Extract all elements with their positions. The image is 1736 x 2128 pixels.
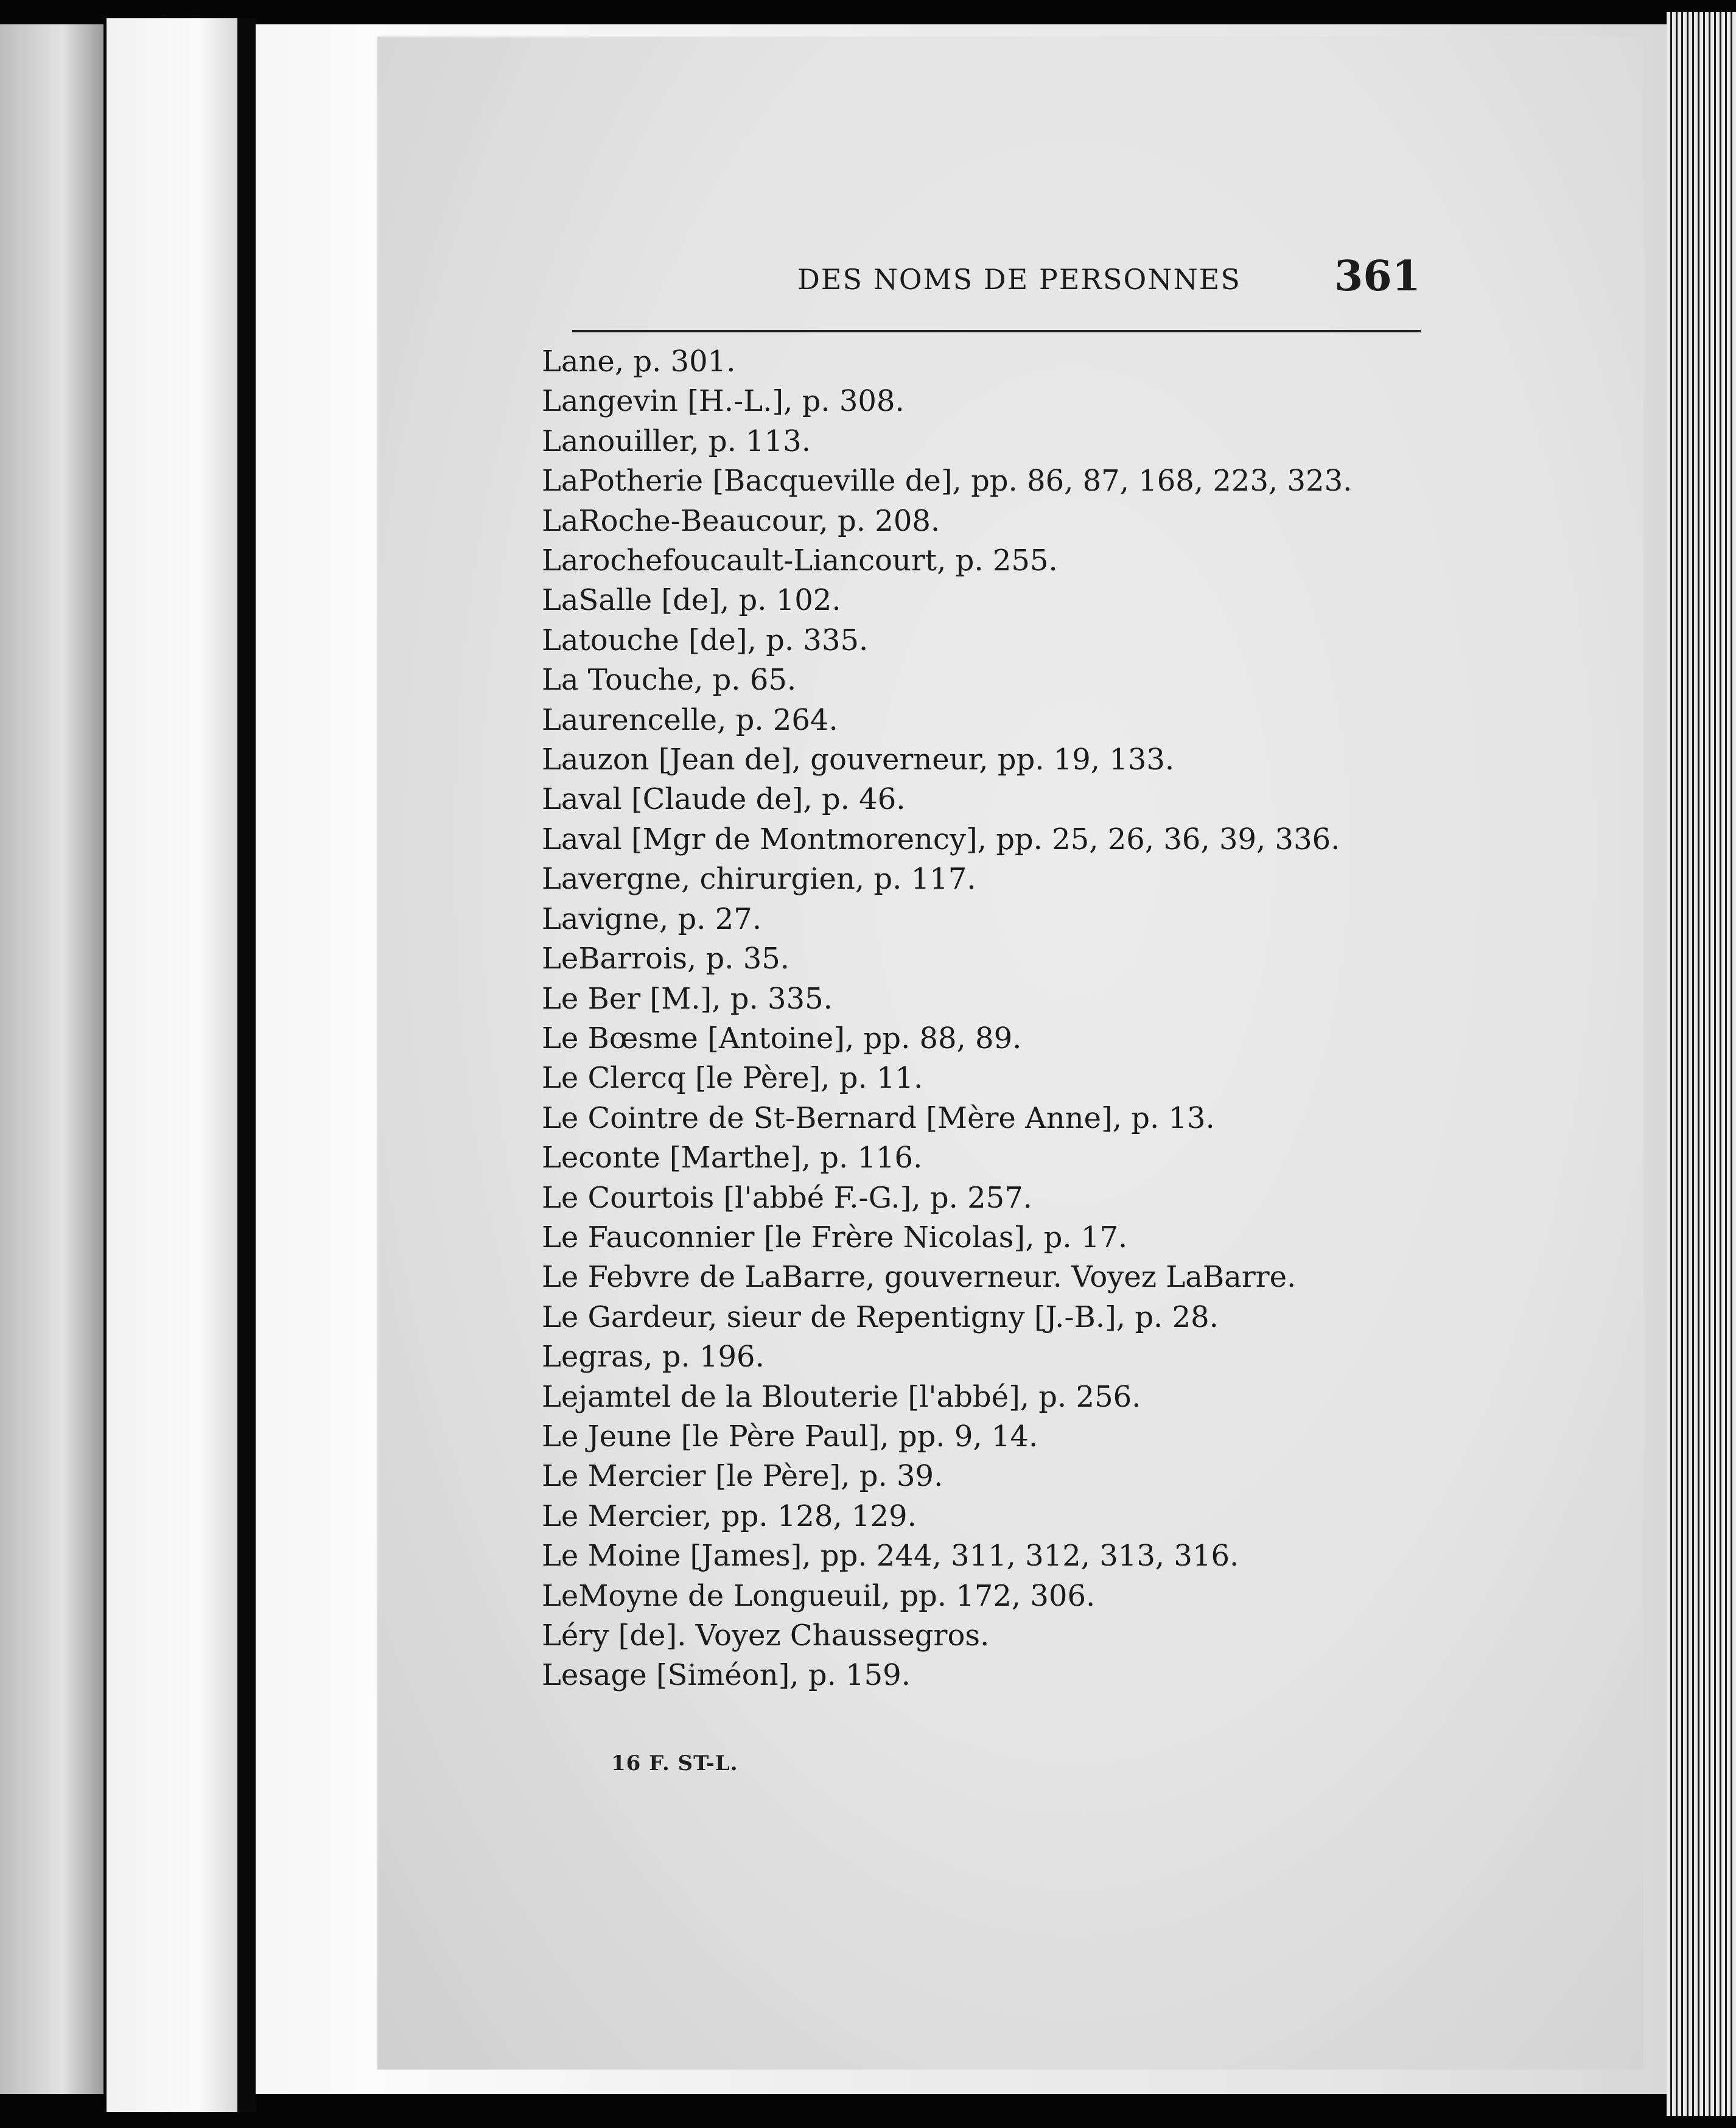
book-spine [239,18,257,2112]
index-entry: Le Mercier [le Père], p. 39. [542,1459,943,1494]
index-entry: Le Gardeur, sieur de Repentigny [J.-B.], p. 28. [542,1300,1219,1334]
index-entry: LaSalle [de], p. 102. [542,583,841,618]
index-entry: Laval [Claude de], p. 46. [542,782,906,817]
index-entry: La Touche, p. 65. [542,663,797,698]
index-entry: Le Mercier, pp. 128, 129. [542,1499,917,1533]
index-entry: Le Clercq [le Père], p. 11. [542,1061,923,1096]
index-entry: Langevin [H.-L.], p. 308. [542,384,905,419]
index-entry: Lavigne, p. 27. [542,901,762,936]
index-entry: Laurencelle, p. 264. [542,702,838,737]
index-entry: Latouche [de], p. 335. [542,623,869,657]
left-gutter [107,18,237,2112]
index-entry: Le Fauconnier [le Frère Nicolas], p. 17. [542,1220,1128,1255]
index-entries [542,342,1352,1696]
index-entry: Laval [Mgr de Montmorency], pp. 25, 26, 36, 39, 336. [542,822,1340,856]
index-entry: LeMoyne de Longueuil, pp. 172, 306. [542,1578,1096,1613]
index-entry: Lesage [Siméon], p. 159. [542,1658,911,1693]
index-entry: Le Cointre de St-Bernard [Mère Anne], p. 13. [542,1101,1215,1135]
index-entry: Le Moine [James], pp. 244, 311, 312, 313, 316. [542,1539,1239,1573]
index-entry: Lane, p. 301. [542,345,736,379]
index-entry: LaRoche-Beaucour, p. 208. [542,503,940,538]
index-entry: Larochefoucault-Liancourt, p. 255. [542,544,1058,578]
index-entry: Le Ber [M.], p. 335. [542,981,833,1016]
index-entry: Legras, p. 196. [542,1340,765,1374]
index-entry: Lavergne, chirurgien, p. 117. [542,862,976,897]
page-number: 361 [1334,252,1421,301]
index-entry: LeBarrois, p. 35. [542,942,790,976]
index-entry: Lauzon [Jean de], gouverneur, pp. 19, 133. [542,743,1175,777]
printer-signature-mark: 16 F. ST-L. [611,1751,738,1776]
running-head: DES NOMS DE PERSONNES [797,263,1241,296]
index-entry: Le Jeune [le Père Paul], pp. 9, 14. [542,1419,1038,1454]
previous-page-edge [0,24,103,2094]
index-entry: Lanouiller, p. 113. [542,424,811,458]
index-entry: Léry [de]. Voyez Chaussegros. [542,1619,990,1653]
page-header [572,239,1421,332]
index-entry: Le Bœsme [Antoine], pp. 88, 89. [542,1021,1022,1055]
index-entry: Le Febvre de LaBarre, gouverneur. Voyez LaBarre. [542,1260,1297,1295]
page-edges [1667,12,1736,2116]
index-entry: Leconte [Marthe], p. 116. [542,1141,923,1175]
index-entry: LaPotherie [Bacqueville de], pp. 86, 87, 168, 223, 323. [542,464,1353,499]
index-entry: Lejamtel de la Blouterie [l'abbé], p. 256. [542,1379,1141,1414]
index-entry: Le Courtois [l'abbé F.-G.], p. 257. [542,1180,1033,1215]
